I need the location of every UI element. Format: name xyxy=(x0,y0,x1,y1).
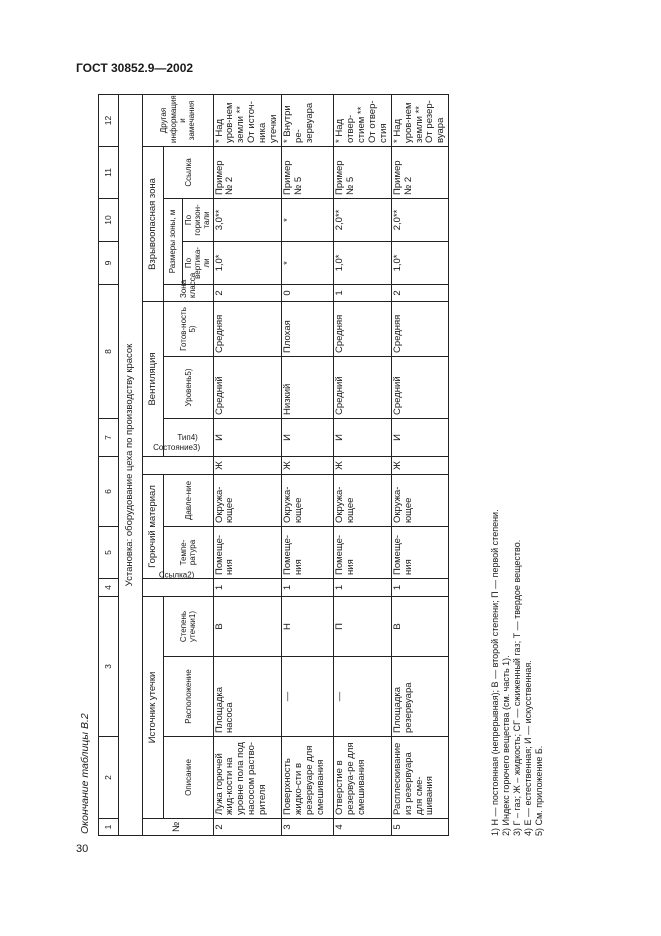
cell-description: Отверстие в резервуа-ре для смешивания xyxy=(334,737,392,819)
header-no: № xyxy=(143,819,214,836)
header-horizontal: По горизон-тали xyxy=(183,198,214,241)
cell-state: Ж xyxy=(391,456,449,474)
footnote: 2) Индекс горючего вещества (см. часть 1). xyxy=(501,655,511,836)
cell-state: Ж xyxy=(334,456,392,474)
table-row xyxy=(213,94,282,835)
cell-description: Поверхность жидко-сти в резервуаре для смешивания xyxy=(282,737,334,819)
cell-horizontal: * xyxy=(282,198,334,241)
group-zone: Взрывоопасная зона xyxy=(143,146,164,301)
colnum: 3 xyxy=(99,596,119,736)
column-number-row xyxy=(99,94,119,835)
cell-zone-class: 2 xyxy=(213,284,282,301)
cell-zone-class: 1 xyxy=(334,284,392,301)
group-zone-sizes: Размеры зоны, м xyxy=(164,198,183,284)
table-row xyxy=(282,94,334,835)
cell-temperature: Помеще-ния xyxy=(282,526,334,578)
cell-notes: * Над отвер-стием ** От отвер-стия xyxy=(334,94,392,146)
cell-description: Лужа горючей жид-кости на уровне пола под насосом раство-рителя xyxy=(213,737,282,819)
header-temperature: Темпе-ратура xyxy=(164,526,214,578)
cell-vertical: 1,0* xyxy=(213,241,282,284)
cell-readiness: Плохая xyxy=(282,301,334,356)
cell-type: И xyxy=(391,418,449,456)
table-caption: Окончание таблицы В.2 xyxy=(79,713,91,834)
cell-level: Средний xyxy=(213,356,282,418)
colnum: 7 xyxy=(99,418,119,456)
cell-level: Средний xyxy=(391,356,449,418)
cell-horizontal: 2,0** xyxy=(391,198,449,241)
header-reference: Ссылка2) xyxy=(143,578,214,596)
colnum: 10 xyxy=(99,198,119,241)
cell-degree: П xyxy=(334,596,392,656)
footnote: 5) См. приложение Б. xyxy=(534,745,544,836)
cell-location: Площадка резервуара xyxy=(391,657,449,737)
group-ventilation: Вентиляция xyxy=(143,301,164,456)
table-title-row xyxy=(119,94,143,835)
cell-temperature: Помеще-ния xyxy=(213,526,282,578)
cell-zone-ref: Пример № 5 xyxy=(334,146,392,198)
header-location: Расположение xyxy=(164,657,214,737)
installation-title: Установка: оборудование цеха по производству красок xyxy=(119,94,143,835)
cell-zone-ref: Пример № 2 xyxy=(391,146,449,198)
cell-type: И xyxy=(334,418,392,456)
cell-zone-class: 2 xyxy=(391,284,449,301)
cell-ref: 1 xyxy=(213,578,282,596)
cell-no: 3 xyxy=(282,819,334,836)
footnote: 1) Н — постоянная (непрерывная); В — второй степени; П — первой степени. xyxy=(490,509,500,836)
cell-notes: * Внутри ре-зервуара xyxy=(282,94,334,146)
colnum: 6 xyxy=(99,456,119,526)
table-row xyxy=(391,94,449,835)
cell-type: И xyxy=(282,418,334,456)
cell-notes: * Над уров-нем земли ** От источ-ника утечки xyxy=(213,94,282,146)
cell-ref: 1 xyxy=(391,578,449,596)
cell-zone-class: 0 xyxy=(282,284,334,301)
cell-state: Ж xyxy=(282,456,334,474)
footnote: 3) Г – газ; Ж – жидкость; СГ — сжиженный газ; Т — твердое вещество. xyxy=(512,539,522,836)
cell-temperature: Помеще-ния xyxy=(334,526,392,578)
colnum: 2 xyxy=(99,737,119,819)
header-state: Состояние3) xyxy=(143,456,214,474)
cell-description: Расплескивание из резервуара для сме-шивания xyxy=(391,737,449,819)
footnotes xyxy=(490,95,545,836)
cell-degree: Н xyxy=(282,596,334,656)
cell-location: Площадка насоса xyxy=(213,657,282,737)
colnum: 12 xyxy=(99,94,119,146)
cell-ref: 1 xyxy=(282,578,334,596)
cell-readiness: Средняя xyxy=(213,301,282,356)
cell-location: — xyxy=(334,657,392,737)
table-row xyxy=(334,94,392,835)
cell-vertical: 1,0* xyxy=(334,241,392,284)
cell-pressure: Окружа-ющее xyxy=(213,474,282,526)
group-source: Источник утечки xyxy=(143,596,164,818)
cell-type: И xyxy=(213,418,282,456)
cell-pressure: Окружа-ющее xyxy=(391,474,449,526)
cell-vertical: 1,0* xyxy=(391,241,449,284)
cell-degree: В xyxy=(213,596,282,656)
group-header-row xyxy=(143,94,164,835)
cell-notes: * Над уров-нем земли ** От резер-вуара xyxy=(391,94,449,146)
header-type: Тип4) xyxy=(164,418,214,456)
page-number: 30 xyxy=(76,843,89,855)
colnum: 1 xyxy=(99,819,119,836)
cell-pressure: Окружа-ющее xyxy=(282,474,334,526)
cell-readiness: Средняя xyxy=(334,301,392,356)
cell-location: — xyxy=(282,657,334,737)
header-description: Описание xyxy=(164,737,214,819)
header-degree: Степень утечки1) xyxy=(164,596,214,656)
cell-horizontal: 2,0** xyxy=(334,198,392,241)
colnum: 4 xyxy=(99,578,119,596)
cell-zone-ref: Пример № 2 xyxy=(213,146,282,198)
colnum: 11 xyxy=(99,146,119,198)
hazard-zone-table xyxy=(98,94,449,836)
cell-temperature: Помеще-ния xyxy=(391,526,449,578)
header-other: Другая информация и замечания xyxy=(143,94,214,146)
footnote: 4) Е — естественная; И — искусственная. xyxy=(523,660,533,836)
header-zone-reference: Ссылка xyxy=(164,146,214,198)
cell-state: Ж xyxy=(213,456,282,474)
colnum: 8 xyxy=(99,284,119,418)
colnum: 9 xyxy=(99,241,119,284)
cell-vertical: * xyxy=(282,241,334,284)
cell-ref: 1 xyxy=(334,578,392,596)
rotated-table-block xyxy=(98,95,544,836)
header-vertical: По вертика-ли xyxy=(183,241,214,284)
cell-zone-ref: Пример № 5 xyxy=(282,146,334,198)
cell-level: Средний xyxy=(334,356,392,418)
group-material: Горючий материал xyxy=(143,474,164,578)
cell-readiness: Средняя xyxy=(391,301,449,356)
cell-pressure: Окружа-ющее xyxy=(334,474,392,526)
cell-no: 2 xyxy=(213,819,282,836)
colnum: 5 xyxy=(99,526,119,578)
cell-horizontal: 3,0** xyxy=(213,198,282,241)
cell-level: Низкий xyxy=(282,356,334,418)
header-level: Уровень5) xyxy=(164,356,214,418)
cell-degree: В xyxy=(391,596,449,656)
header-zone-class: Зона класса xyxy=(164,284,214,301)
header-readiness: Готов-ность 5) xyxy=(164,301,214,356)
cell-no: 4 xyxy=(334,819,392,836)
cell-no: 5 xyxy=(391,819,449,836)
document-header: ГОСТ 30852.9—2002 xyxy=(76,61,194,75)
header-pressure: Давле-ние xyxy=(164,474,214,526)
